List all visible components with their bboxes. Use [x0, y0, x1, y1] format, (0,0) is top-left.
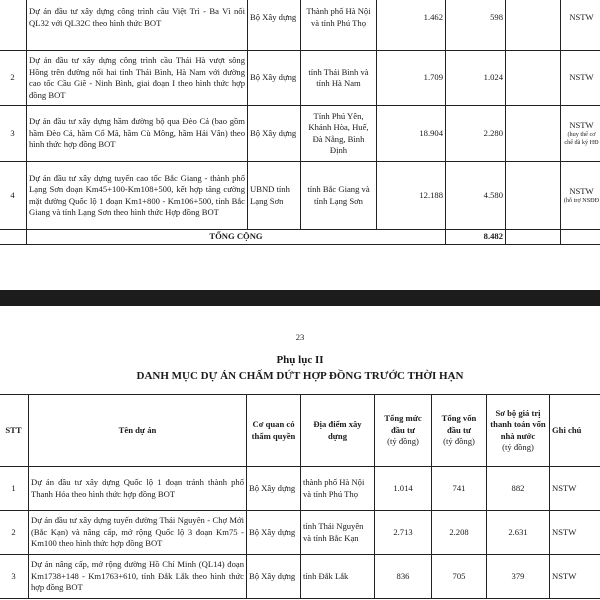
- project-name: Dự án đầu tư xây dựng tuyến cao tốc Bắc Giang - thành phố Lạng Sơn đoạn Km45+100-Km108+500, kết hợp tăng cường mặt đường Quốc lộ 1 đoạn Km1+800 - Km106+500, tỉnh Bắc Giang và tỉnh Lạng Sơn theo hình thức Hợp đồng BOT: [27, 162, 248, 230]
- note-sub: (huy thể cơ chế đã ký HĐ: [564, 131, 599, 147]
- project-name: Dự án đầu tư xây dựng công trình cầu Thái Hà vượt sông Hồng trên đường nối hai tỉnh Thái Bình, Hà Nam với đường cao tốc Cầu Giẽ - Ninh Bình, giai đoạn I theo hình thức hợp đồng BOT: [27, 51, 248, 106]
- note-cell: [561, 162, 600, 230]
- row-stt: 2: [0, 51, 27, 106]
- estimate: [506, 162, 561, 230]
- total-value: 8.482: [446, 230, 506, 245]
- total-label: TỔNG CỘNG: [27, 230, 446, 245]
- total-investment: 2.713: [375, 511, 432, 555]
- agency: Bộ Xây dựng: [247, 467, 301, 511]
- project-name: Dự án đầu tư xây dựng công trình cầu Việt Trì - Ba Vì nối QL32 với QL32C theo hình thức BOT: [27, 0, 248, 51]
- estimate: 882: [487, 467, 550, 511]
- note: NSTW: [550, 467, 600, 511]
- terminated-contracts-table: [0, 394, 600, 599]
- header-estimate-cell: [487, 395, 550, 467]
- header-capital-unit: (tỷ đồng): [443, 436, 475, 447]
- capital: 1.024: [446, 51, 506, 106]
- note: NSTW: [569, 185, 594, 196]
- agency: Bộ Xây dựng: [247, 511, 301, 555]
- location: tỉnh Đắk Lắk: [301, 555, 375, 599]
- total-investment: 1.709: [377, 51, 446, 106]
- row-stt: 1: [0, 467, 29, 511]
- header-estimate: Sơ bộ giá trị thanh toán vốn nhà nước: [490, 407, 546, 441]
- location: thành phố Hà Nội và tỉnh Phú Thọ: [301, 467, 375, 511]
- agency: Bộ Xây dựng: [248, 0, 301, 51]
- header-capital-cell: [432, 395, 487, 467]
- note: NSTW: [561, 0, 600, 51]
- note-sub: (hỗ trợ NSĐĐ: [563, 197, 600, 205]
- agency: Bộ Xây dựng: [248, 106, 301, 162]
- project-name: Dự án nâng cấp, mở rộng đường Hồ Chí Minh (QL14) đoạn Km1738+148 - Km1763+610, tỉnh Đắk Lắk theo hình thức hợp đồng BOT: [29, 555, 247, 599]
- note: NSTW: [561, 51, 600, 106]
- row-stt: 3: [0, 106, 27, 162]
- table-row: [0, 0, 600, 51]
- project-name: Dự án đầu tư xây dựng tuyến đường Thái Nguyên - Chợ Mới (Bắc Kạn) và nâng cấp, mở rộng Quốc lộ 3 đoạn Km75 - Km100 theo hình thức hợp đồng BOT: [29, 511, 247, 555]
- row-stt: 4: [0, 162, 27, 230]
- total-row: [0, 230, 600, 245]
- capital: 598: [446, 0, 506, 51]
- note: NSTW: [569, 119, 594, 130]
- table-row: [0, 555, 600, 599]
- estimate: [506, 51, 561, 106]
- header-total-unit: (tỷ đồng): [387, 436, 419, 447]
- row-stt: 2: [0, 511, 29, 555]
- location: Tỉnh Phú Yên, Khánh Hòa, Huế, Đà Nẵng, Bình Định: [301, 106, 377, 162]
- capital: 2.280: [446, 106, 506, 162]
- table-row: [0, 467, 600, 511]
- header-location: Địa điểm xây dựng: [301, 395, 375, 467]
- capital: 741: [432, 467, 487, 511]
- capital: 2.208: [432, 511, 487, 555]
- header-stt: STT: [0, 395, 29, 467]
- appendix-heading: DANH MỤC DỰ ÁN CHẤM DỨT HỢP ĐỒNG TRƯỚC THỜI HẠN: [136, 370, 464, 382]
- table-row: [0, 162, 600, 230]
- estimate: [506, 106, 561, 162]
- bot-projects-table-continued: [0, 0, 600, 245]
- header-note: Ghi chú: [550, 395, 600, 467]
- agency: Bộ Xây dựng: [248, 51, 301, 106]
- table-row: [0, 51, 600, 106]
- current-page: [0, 306, 600, 600]
- total-investment: 12.188: [377, 162, 446, 230]
- table-row: [0, 511, 600, 555]
- estimate: 379: [487, 555, 550, 599]
- total-investment: 836: [375, 555, 432, 599]
- note: NSTW: [550, 511, 600, 555]
- capital: 4.580: [446, 162, 506, 230]
- page-number: 23: [295, 332, 305, 342]
- note-cell: [561, 106, 600, 162]
- total-investment: 1.014: [375, 467, 432, 511]
- header-total-cell: [375, 395, 432, 467]
- estimate: 2.631: [487, 511, 550, 555]
- estimate: [506, 0, 561, 51]
- header-total: Tổng mức đầu tư: [384, 413, 422, 435]
- previous-page: [0, 0, 600, 290]
- header-estimate-unit: (tỷ đồng): [502, 442, 534, 452]
- project-name: Dự án đầu tư xây dựng Quốc lộ 1 đoạn tránh thành phố Thanh Hóa theo hình thức hợp đồng BOT: [29, 467, 247, 511]
- row-stt: 3: [0, 555, 29, 599]
- table-row: [0, 106, 600, 162]
- agency: Bộ Xây dựng: [247, 555, 301, 599]
- row-stt: [0, 0, 27, 51]
- project-name: Dự án đầu tư xây dựng hầm đường bộ qua Đèo Cả (bao gồm hầm Đèo Cả, hầm Cổ Mã, hầm Cù Mông, hầm Hải Vân) theo hình thức hợp đồng BOT: [27, 106, 248, 162]
- header-agency: Cơ quan có thẩm quyền: [247, 395, 301, 467]
- location: tỉnh Thái Bình và tỉnh Hà Nam: [301, 51, 377, 106]
- note: NSTW: [550, 555, 600, 599]
- agency: UBND tỉnh Lạng Sơn: [248, 162, 301, 230]
- page-divider: [0, 290, 600, 306]
- location: Thành phố Hà Nội và tỉnh Phú Thọ: [301, 0, 377, 51]
- capital: 705: [432, 555, 487, 599]
- appendix-title: Phụ lục II: [276, 354, 324, 366]
- location: tỉnh Thái Nguyên và tỉnh Bắc Kạn: [301, 511, 375, 555]
- header-row: [0, 395, 600, 467]
- header-name: Tên dự án: [29, 395, 247, 467]
- total-investment: 1.462: [377, 0, 446, 51]
- location: tỉnh Bắc Giang và tỉnh Lạng Sơn: [301, 162, 377, 230]
- header-capital: Tổng vốn đầu tư: [441, 413, 477, 435]
- total-investment: 18.904: [377, 106, 446, 162]
